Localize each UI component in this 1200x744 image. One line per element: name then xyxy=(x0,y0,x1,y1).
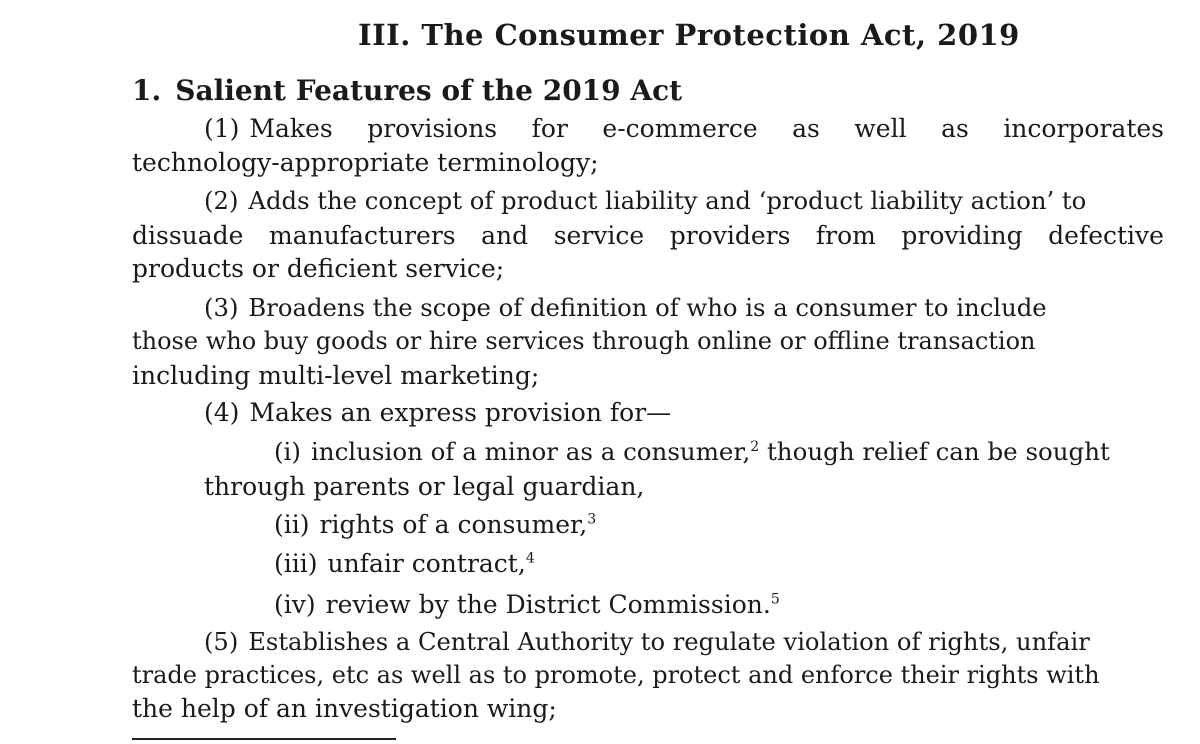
word: providers xyxy=(669,221,791,250)
word: manufacturers xyxy=(268,221,456,250)
word: as xyxy=(792,114,820,143)
feature-2-text: Adds the concept of product liability and ‘product liability action’ to xyxy=(248,186,1087,215)
word: defective xyxy=(1048,221,1164,250)
section-number: 1. xyxy=(132,74,162,107)
word: service xyxy=(553,221,645,250)
feature-5-line-3: the help of an investigation wing; xyxy=(132,694,557,723)
sub-item-i-text-after: though relief can be sought xyxy=(759,437,1110,466)
word: and xyxy=(481,221,529,250)
sub-item-ii-text: rights of a consumer, xyxy=(319,510,588,539)
feature-5-marker: (5) xyxy=(204,628,239,656)
chapter-title: III. The Consumer Protection Act, 2019 xyxy=(358,18,1020,52)
sub-item-i-text: inclusion of a minor as a consumer, xyxy=(310,437,751,466)
word: dissuade xyxy=(132,221,244,250)
sub-item-i-continuation: through parents or legal guardian, xyxy=(204,472,645,501)
word: e-commerce xyxy=(602,114,758,143)
word: for xyxy=(531,114,568,143)
word: as xyxy=(941,114,969,143)
sub-item-i-marker: (i) xyxy=(274,437,301,466)
section-title: Salient Features of the 2019 Act xyxy=(175,74,683,107)
word: Makes xyxy=(249,114,333,143)
sub-item-iv-marker: (iv) xyxy=(274,590,316,619)
feature-2-line-2 xyxy=(132,221,1164,251)
sub-item-iv-text: review by the District Commission. xyxy=(325,590,771,619)
sub-item-iii-text: unfair contract, xyxy=(327,549,526,578)
feature-4-line-1 xyxy=(204,398,671,428)
footnote-divider xyxy=(132,738,396,740)
feature-3-marker: (3) xyxy=(204,293,239,322)
feature-4-marker: (4) xyxy=(204,398,240,427)
feature-5-line-1 xyxy=(204,627,1090,657)
feature-1-marker: (1) xyxy=(204,114,240,143)
feature-4-text: Makes an express provision for— xyxy=(249,398,672,427)
feature-2-line-3: products or deficient service; xyxy=(132,254,505,283)
sub-item-ii-marker: (ii) xyxy=(274,510,310,539)
footnote-ref-5[interactable]: 5 xyxy=(770,591,780,608)
footnote-ref-3[interactable]: 3 xyxy=(587,511,597,528)
sub-item-i xyxy=(274,437,1110,467)
feature-3-line-3: including multi-level marketing; xyxy=(132,361,540,390)
word: from xyxy=(815,221,876,250)
feature-1-line-1 xyxy=(204,114,1164,144)
word: provisions xyxy=(367,114,498,143)
feature-3-text: Broadens the scope of definition of who is a consumer to include xyxy=(248,293,1047,322)
sub-item-iii-marker: (iii) xyxy=(274,549,318,578)
word: providing xyxy=(901,221,1023,250)
sub-item-iv xyxy=(274,590,780,620)
feature-5-line-2: trade practices, etc as well as to promote, protect and enforce their rights with xyxy=(132,661,1100,689)
feature-3-line-2: those who buy goods or hire services through online or offline transaction xyxy=(132,327,1036,355)
feature-5-text: Establishes a Central Authority to regulate violation of rights, unfair xyxy=(248,628,1090,656)
section-heading xyxy=(132,74,682,107)
word: well xyxy=(854,114,907,143)
sub-item-iii xyxy=(274,549,535,579)
feature-1-line-2: technology-appropriate terminology; xyxy=(132,148,599,177)
footnote-ref-2[interactable]: 2 xyxy=(750,438,760,455)
word: incorporates xyxy=(1003,114,1164,143)
footnote-ref-4[interactable]: 4 xyxy=(525,550,535,567)
feature-3-line-1 xyxy=(204,293,1047,323)
sub-item-ii xyxy=(274,510,596,540)
feature-2-line-1 xyxy=(204,186,1086,216)
feature-2-marker: (2) xyxy=(204,186,239,215)
